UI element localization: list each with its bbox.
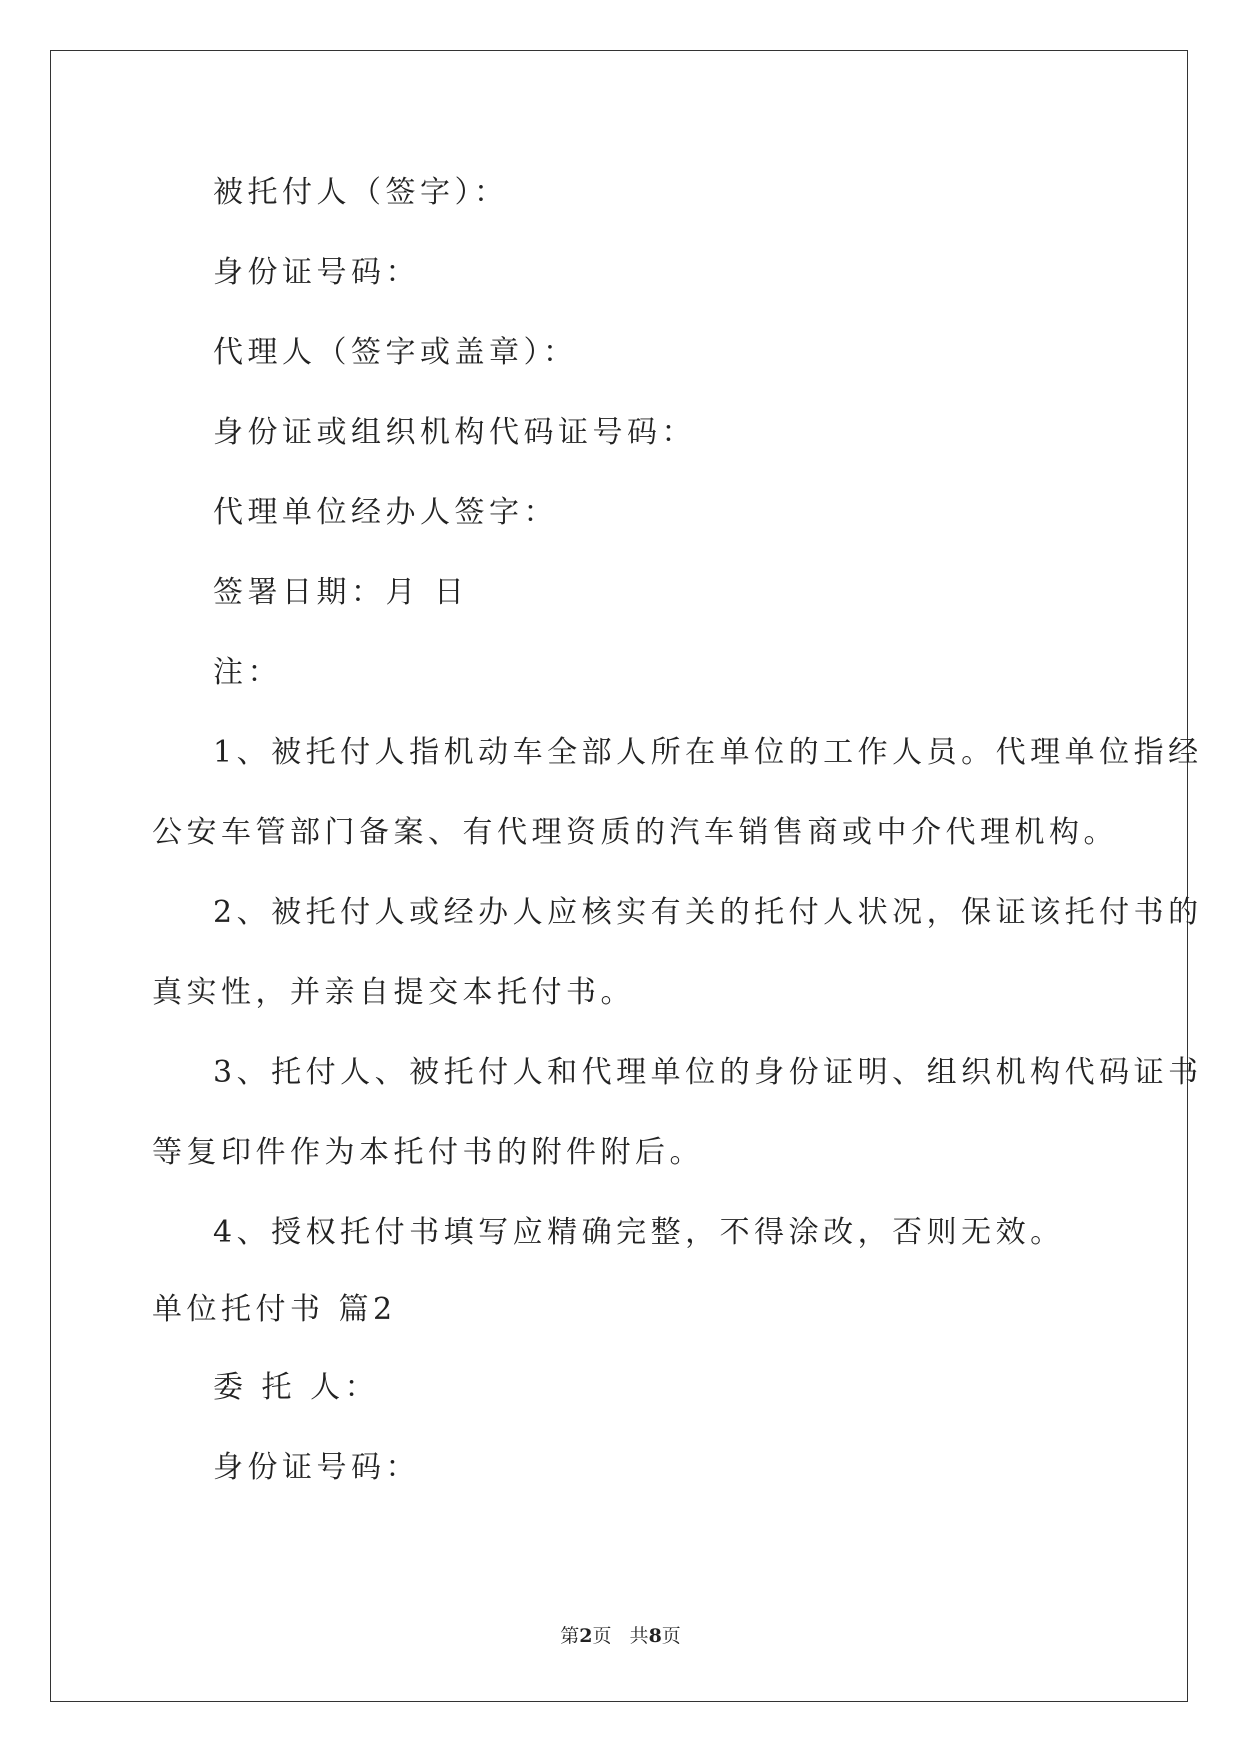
page-footer — [0, 1624, 1241, 1648]
note-3-line-2: 等复印件作为本托付书的附件附后。 — [152, 1135, 704, 1170]
note-3-line-1: 3、托付人、被托付人和代理单位的身份证明、组织机构代码证书 — [213, 1055, 1203, 1090]
footer-prefix: 第 — [560, 1625, 580, 1647]
note-2-line-1: 2、被托付人或经办人应核实有关的托付人状况，保证该托付书的 — [213, 895, 1203, 930]
id-or-org-code-label: 身份证或组织机构代码证号码： — [213, 415, 696, 450]
note-1-line-2: 公安车管部门备案、有代理资质的汽车销售商或中介代理机构。 — [152, 815, 1118, 850]
principal-label: 委 托 人： — [213, 1370, 380, 1405]
current-page-number: 2 — [579, 1625, 593, 1647]
agent-handler-signature-label: 代理单位经办人签字： — [213, 495, 558, 530]
id-number-label: 身份证号码： — [213, 255, 420, 290]
note-2-line-2: 真实性，并亲自提交本托付书。 — [152, 975, 635, 1010]
footer-suffix: 页 — [661, 1625, 681, 1647]
agent-signature-label: 代理人（签字或盖章）： — [213, 335, 578, 370]
id-number-label-2: 身份证号码： — [213, 1450, 420, 1485]
section-heading: 单位托付书 篇2 — [152, 1292, 397, 1327]
note-4: 4、授权托付书填写应精确完整，不得涂改，否则无效。 — [213, 1215, 1065, 1250]
total-page-count: 8 — [648, 1625, 662, 1647]
note-1-line-1: 1、被托付人指机动车全部人所在单位的工作人员。代理单位指经 — [213, 735, 1203, 770]
footer-middle: 页 共 — [592, 1625, 649, 1647]
notes-heading: 注： — [213, 655, 282, 690]
signing-date-label: 签署日期：月 日 — [213, 575, 469, 610]
trustee-signature-label: 被托付人（签字）： — [213, 175, 509, 210]
